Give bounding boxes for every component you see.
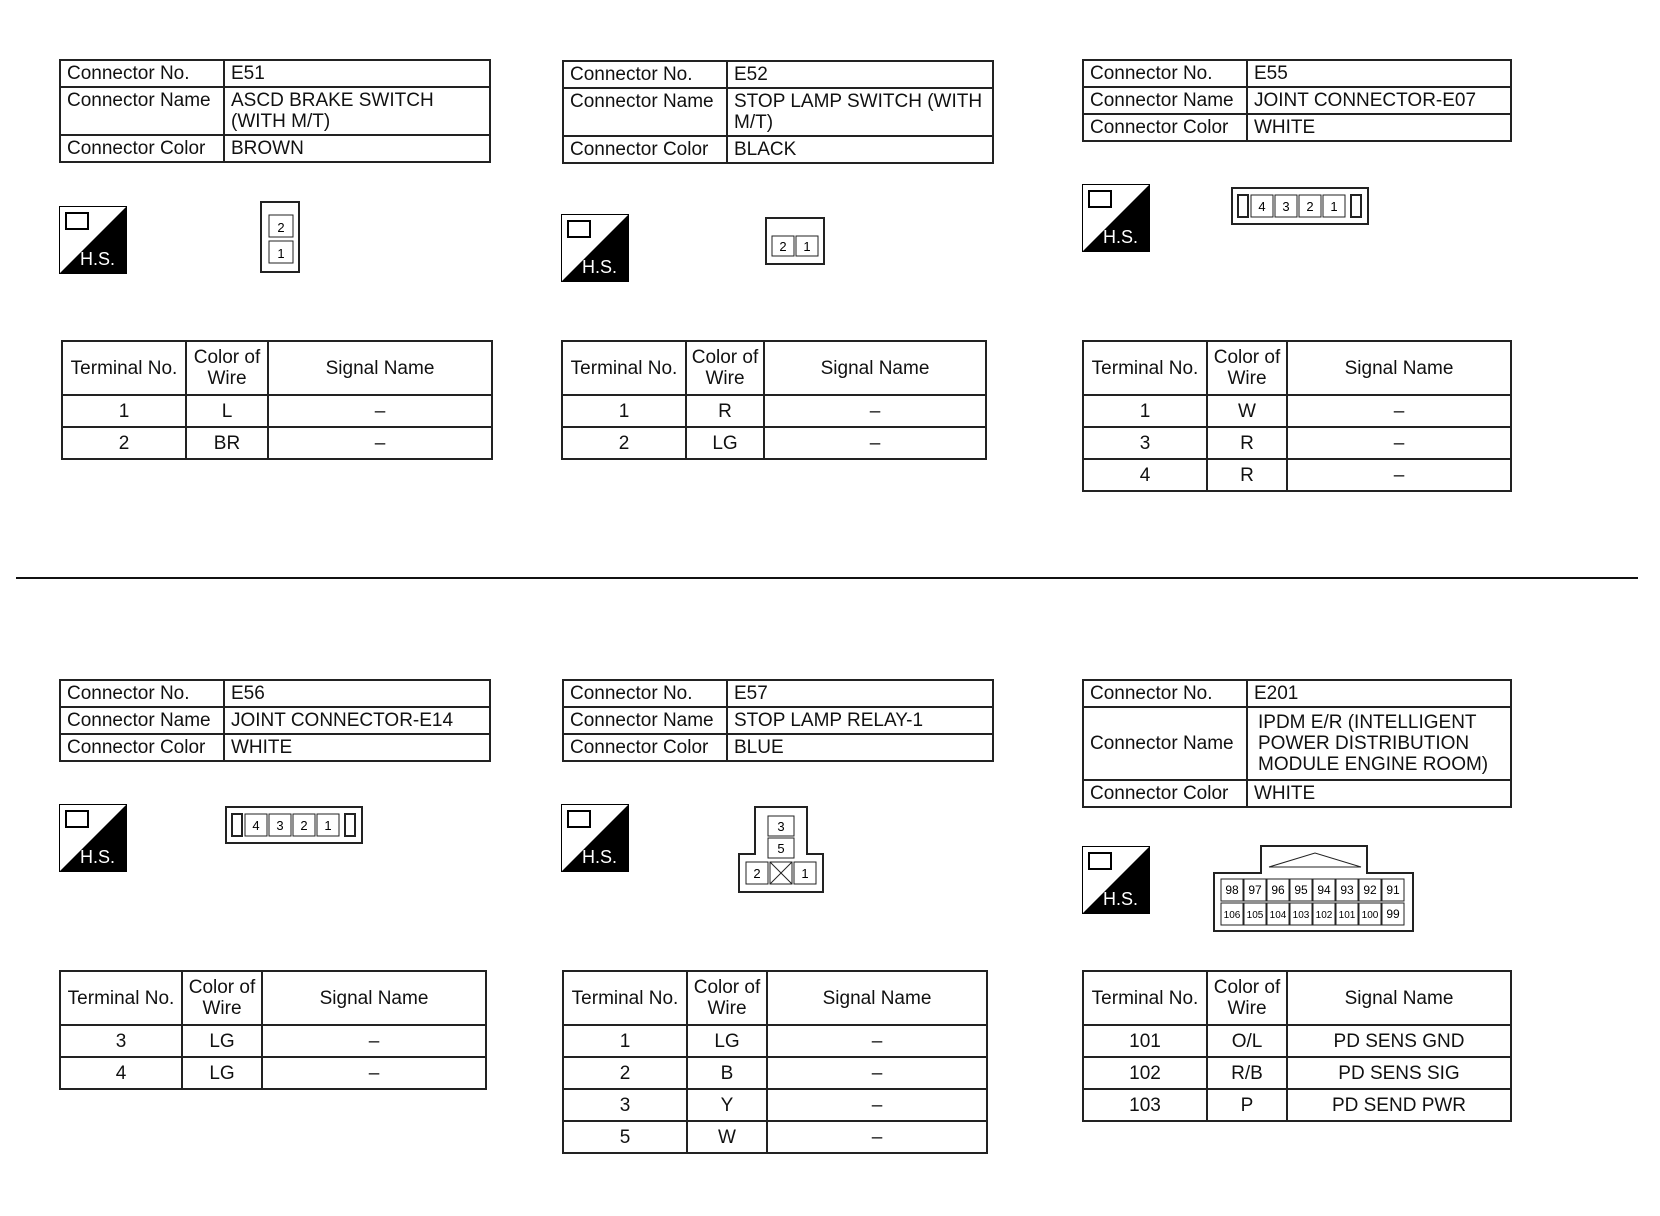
pin-label: 1 [801,866,809,881]
signal-cell: – [764,427,986,459]
pin-label: 94 [1317,883,1331,897]
signal-cell: PD SEND PWR [1287,1089,1511,1121]
signal-cell: PD SENS SIG [1287,1057,1511,1089]
connector-no-value: E55 [1247,60,1511,87]
terminal-table [1082,970,1512,1122]
terminal-cell: 4 [1083,459,1207,491]
wire-cell: W [1207,395,1287,427]
terminal-cell: 2 [562,427,686,459]
signal-name-header: Signal Name [262,971,486,1025]
wire-color-header: Color of Wire [686,341,764,395]
terminal-no-header: Terminal No. [62,341,186,395]
table-row [1083,459,1511,491]
pin-label: 1 [277,246,285,261]
terminal-cell: 2 [563,1057,687,1089]
connector-color-value: BLUE [727,734,993,761]
table-row [1083,1089,1511,1121]
hs-badge-icon [561,214,629,282]
pin-label: 4 [252,818,260,833]
signal-cell: – [1287,395,1511,427]
terminal-no-header: Terminal No. [1083,341,1207,395]
terminal-cell: 2 [62,427,186,459]
table-row [62,427,492,459]
wire-color-header: Color of Wire [1207,971,1287,1025]
connector-name-value: IPDM E/R (INTELLIGENT POWER DISTRIBUTION MODULE ENGINE ROOM) [1247,707,1511,780]
hs-badge-text: H.S. [80,847,116,867]
terminal-cell: 1 [562,395,686,427]
connector-info-table [562,679,994,762]
connector-no-label: Connector No. [563,61,727,88]
wire-cell: O/L [1207,1025,1287,1057]
connector-no-value: E201 [1247,680,1511,707]
connector-no-value: E57 [727,680,993,707]
connector-color-label: Connector Color [563,136,727,163]
terminal-cell: 101 [1083,1025,1207,1057]
hs-badge-icon [561,804,629,872]
pin-label: 98 [1225,883,1239,897]
connector-color-value: BLACK [727,136,993,163]
wire-color-header: Color of Wire [182,971,262,1025]
pin-label: 2 [277,220,285,235]
pin-label: 1 [1330,199,1338,214]
terminal-table [59,970,487,1090]
connector-color-label: Connector Color [563,734,727,761]
table-row [562,427,986,459]
wire-cell: LG [687,1025,767,1057]
wire-cell: R [1207,459,1287,491]
terminal-cell: 3 [563,1089,687,1121]
pin-label: 92 [1363,883,1377,897]
pin-label: 100 [1361,910,1379,921]
section-divider [16,577,1638,579]
table-row [60,1057,486,1089]
connector-color-value: WHITE [1247,780,1511,807]
terminal-cell: 1 [563,1025,687,1057]
pin-label: 2 [779,239,787,254]
connector-name-value: ASCD BRAKE SWITCH (WITH M/T) [224,87,490,135]
wire-cell: R [686,395,764,427]
connector-name-label: Connector Name [60,707,224,734]
signal-cell: – [764,395,986,427]
connector-face-icon [225,806,365,846]
wire-cell: LG [686,427,764,459]
wire-cell: R [1207,427,1287,459]
pin-label: 95 [1294,883,1308,897]
connector-name-value: JOINT CONNECTOR-E07 [1247,87,1511,114]
table-row [60,1025,486,1057]
hs-badge-text: H.S. [582,257,618,277]
pin-label: 91 [1386,883,1400,897]
wire-cell: P [1207,1089,1287,1121]
table-row [563,1121,987,1153]
terminal-cell: 3 [1083,427,1207,459]
table-row [562,395,986,427]
terminal-cell: 1 [62,395,186,427]
connector-no-label: Connector No. [1083,680,1247,707]
signal-cell: – [268,395,492,427]
table-row [1083,1057,1511,1089]
connector-no-label: Connector No. [60,60,224,87]
signal-name-header: Signal Name [764,341,986,395]
signal-cell: – [767,1121,987,1153]
connector-name-value: STOP LAMP RELAY-1 [727,707,993,734]
terminal-cell: 5 [563,1121,687,1153]
connector-no-value: E52 [727,61,993,88]
hs-badge-icon [1082,184,1150,252]
terminal-cell: 102 [1083,1057,1207,1089]
terminal-cell: 1 [1083,395,1207,427]
terminal-table [562,970,988,1154]
pin-label: 101 [1338,910,1356,921]
pin-label: 97 [1248,883,1262,897]
pin-label: 103 [1292,910,1310,921]
table-row [1083,427,1511,459]
hs-badge-icon [59,206,127,274]
table-row [563,1089,987,1121]
pin-label: 4 [1258,199,1266,214]
terminal-cell: 4 [60,1057,182,1089]
connector-name-label: Connector Name [563,88,727,136]
connector-no-value: E56 [224,680,490,707]
connector-no-value: E51 [224,60,490,87]
terminal-table [61,340,493,460]
hs-badge-text: H.S. [582,847,618,867]
hs-badge-icon [59,804,127,872]
signal-cell: – [262,1057,486,1089]
connector-info-table [562,60,994,164]
terminal-no-header: Terminal No. [1083,971,1207,1025]
table-row [1083,1025,1511,1057]
signal-cell: – [767,1025,987,1057]
connector-name-value: JOINT CONNECTOR-E14 [224,707,490,734]
hs-badge-text: H.S. [1103,227,1139,247]
wire-color-header: Color of Wire [687,971,767,1025]
wire-cell: LG [182,1025,262,1057]
pin-label: 99 [1386,907,1400,921]
connector-name-value: STOP LAMP SWITCH (WITH M/T) [727,88,993,136]
connector-color-value: WHITE [224,734,490,761]
connector-face-icon [260,201,302,275]
connector-face-icon [1231,187,1371,227]
connector-color-value: WHITE [1247,114,1511,141]
wire-cell: B [687,1057,767,1089]
connector-no-label: Connector No. [563,680,727,707]
signal-name-header: Signal Name [268,341,492,395]
connector-name-label: Connector Name [60,87,224,135]
signal-name-header: Signal Name [1287,971,1511,1025]
signal-cell: – [1287,427,1511,459]
pin-label: 106 [1223,910,1241,921]
wire-color-header: Color of Wire [186,341,268,395]
connector-color-value: BROWN [224,135,490,162]
pin-label: 102 [1315,910,1333,921]
connector-info-table [1082,59,1512,142]
pin-label: 104 [1269,910,1287,921]
wire-cell: BR [186,427,268,459]
pin-label: 3 [777,819,785,834]
terminal-table [561,340,987,460]
connector-color-label: Connector Color [1083,114,1247,141]
terminal-no-header: Terminal No. [60,971,182,1025]
pin-label: 3 [1282,199,1290,214]
wire-color-header: Color of Wire [1207,341,1287,395]
connector-face-icon [765,217,827,267]
connector-info-table [1082,679,1512,808]
connector-info-table [59,59,491,163]
signal-cell: – [268,427,492,459]
terminal-no-header: Terminal No. [562,341,686,395]
wire-cell: L [186,395,268,427]
hs-badge-icon [1082,846,1150,914]
connector-no-label: Connector No. [1083,60,1247,87]
hs-badge-text: H.S. [1103,889,1139,909]
signal-name-header: Signal Name [767,971,987,1025]
pin-label: 3 [276,818,284,833]
connector-name-label: Connector Name [1083,707,1247,780]
connector-color-label: Connector Color [1083,780,1247,807]
wire-cell: Y [687,1089,767,1121]
hs-badge-text: H.S. [80,249,116,269]
terminal-cell: 3 [60,1025,182,1057]
table-row [1083,395,1511,427]
signal-cell: – [1287,459,1511,491]
pin-label: 2 [300,818,308,833]
connector-face-icon [1213,845,1415,933]
connector-color-label: Connector Color [60,135,224,162]
connector-info-table [59,679,491,762]
pin-label: 2 [753,866,761,881]
signal-cell: – [767,1089,987,1121]
connector-no-label: Connector No. [60,680,224,707]
pin-label: 96 [1271,883,1285,897]
terminal-no-header: Terminal No. [563,971,687,1025]
pin-label: 2 [1306,199,1314,214]
table-row [563,1057,987,1089]
connector-color-label: Connector Color [60,734,224,761]
table-row [563,1025,987,1057]
table-row [62,395,492,427]
pin-label: 1 [324,818,332,833]
signal-cell: PD SENS GND [1287,1025,1511,1057]
pin-label: 93 [1340,883,1354,897]
signal-cell: – [262,1025,486,1057]
signal-name-header: Signal Name [1287,341,1511,395]
terminal-cell: 103 [1083,1089,1207,1121]
pin-label: 105 [1246,910,1264,921]
wire-cell: W [687,1121,767,1153]
connector-name-label: Connector Name [563,707,727,734]
pin-label: 5 [777,841,785,856]
wire-cell: R/B [1207,1057,1287,1089]
signal-cell: – [767,1057,987,1089]
wire-cell: LG [182,1057,262,1089]
terminal-table [1082,340,1512,492]
connector-name-label: Connector Name [1083,87,1247,114]
connector-face-icon [738,806,824,894]
pin-label: 1 [803,239,811,254]
